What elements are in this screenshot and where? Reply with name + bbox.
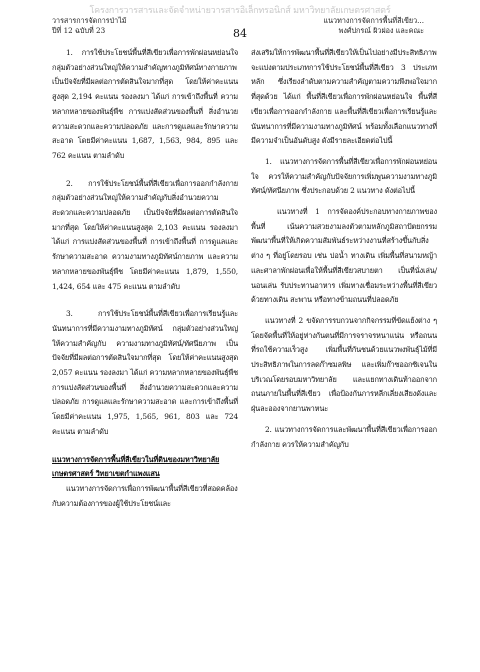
journal-title: วารสารการจัดการป่าไม้ [52,16,127,25]
paragraph-learning: 3. การใช้ประโยชน์พื้นที่สีเขียวเพื่อการเรียนรู้และนันทนาการที่มีความงามทางภูมิทัศน์ กลุ่มตัวอย่างส่วนใหญ่ให้ความสำคัญกับ ความงามทางภูมิทัศน์/ทัศนียภาพ เป็นปัจจัยที่มีผลต่อการตัดสินใจมากที่สุด โดยให้ค่าคะแนนสูงสุด 2,057 คะแนน รองลงมา ได้แก่ ความหลากหลายของพันธุ์พืช การแบ่งสัดส่วนของพื้นที่ สิ่งอำนวยความสะดวกและความปลอดภัย การดูแลและรักษาความสะอาด และการเข้าถึงพื้นที่ โดยมีค่าคะแนน 1,975, 1,565, 961, 803 และ 724 คะแนน ตามลำดับ [52,309,238,436]
left-column [52,46,238,511]
paragraph-approach-1: แนวทางที่ 1 การจัดองค์ประกอบทางกายภาพของพื้นที่ เน้นความสวยงามลงตัวตามหลักภูมิสถาปัตยกรรม พัฒนาพื้นที่ให้เกิดความสัมพันธ์ระหว่างงานที่สร้างขึ้นกับสิ่งต่าง ๆ ที่อยู่โดยรอบ เช่น บ่อน้ำ ทางเดิน เพิ่มพื้นที่สนามหญ้า และศาลาพักผ่อนเพื่อให้พื้นที่สีเขียวสบายตา เป็นที่นั่งเล่น/นอนเล่น รับประทานอาหาร เพิ่มทางเชื่อมระหว่างพื้นที่สีเขียวด้วยทางเดิน สะพาน หรือทางข้ามถนนที่ปลอดภัย [251,207,437,305]
paragraph-exercise: 2. การใช้ประโยชน์พื้นที่สีเขียวเพื่อการออกกำลังกาย กลุ่มตัวอย่างส่วนใหญ่ให้ความสำคัญกับสิ่งอำนวยความสะดวกและความปลอดภัย เป็นปัจจัยที่มีผลต่อการตัดสินใจมากที่สุด โดยให้ค่าคะแนนสูงสุด 2,103 คะแนน รองลงมา ได้แก่ การแบ่งสัดส่วนของพื้นที่ การเข้าถึงพื้นที่ การดูแลและรักษาความสะอาด ความงามทางภูมิทัศน์กายภาพ และความหลากหลายของพันธุ์พืช โดยมีค่าคะแนน 1,879, 1,550, 1,424, 654 และ 475 คะแนน ตามลำดับ [52,178,238,291]
watermark-text: โครงการวารสารและจัดจำหน่ายวารสารอิเล็กทรอนิกส์ มหาวิทยาลัยเกษตรศาสตร์ [89,6,391,16]
section-heading: แนวทางการจัดการพื้นที่สีเขียวในที่ดินของมหาวิทยาลัยเกษตรศาสตร์ วิทยาเขตกำแพงแสน [52,454,220,479]
journal-issue: ปีที่ 12 ฉบับที่ 23 [52,26,106,35]
article-title: แนวทางการจัดการพื้นที่สีเขียว... [323,16,424,25]
paragraph-guideline-2: 2. แนวทางการจัดการและพัฒนาพื้นที่สีเขียวเพื่อการออกกำลังกาย ควรให้ความสำคัญกับ [251,424,437,449]
page-number: 84 [233,27,247,40]
paragraph-guideline-intro: แนวทางการจัดการเพื่อการพัฒนาพื้นที่สีเขียวที่สอดคล้องกับความต้องการของผู้ใช้ประโยชน์และ [52,483,238,508]
article-authors: พงศ์ปกรณ์ ผิวผ่อง และคณะ [338,26,424,35]
paragraph-continuation: ส่งเสริมให้การพัฒนาพื้นที่สีเขียวให้เป็นไปอย่างมีประสิทธิภาพจะแบ่งตามประเภทการใช้ประโยชน์พื้นที่สีเขียว 3 ประเภทหลัก ซึ่งเรียงลำดับตามความสำคัญตามความพึงพอใจมากที่สุดด้วย ได้แก่ พื้นที่สีเขียวเพื่อการพักผ่อนหย่อนใจ พื้นที่สีเขียวเพื่อการออกกำลังกาย และพื้นที่สีเขียวเพื่อการเรียนรู้และนันทนาการที่มีความงามทางภูมิทัศน์ พร้อมทั้งเลือกแนวทางที่มีความจำเป็นอันดับสูง ดังมีรายละเอียดต่อไปนี้ [251,48,437,146]
paragraph-guideline-1: 1. แนวทางการจัดการพื้นที่สีเขียวเพื่อการพักผ่อนหย่อนใจ ควรให้ความสำคัญกับปัจจัยการเพิ่มพูนความงามทางภูมิทัศน์/ทัศนียภาพ ซึ่งประกอบด้วย 2 แนวทาง ดังต่อไปนี้ [251,156,437,196]
paragraph-relaxation: 1. การใช้ประโยชน์พื้นที่สีเขียวเพื่อการพักผ่อนหย่อนใจ กลุ่มตัวอย่างส่วนใหญ่ให้ความสำคัญทางภูมิทัศน์ทางกายภาพ เป็นปัจจัยที่มีผลต่อการตัดสินใจมากที่สุด โดยให้ค่าคะแนนสูงสุด 2,194 คะแนน รองลงมา ได้แก่ การเข้าถึงพื้นที่ ความหลากหลายของพันธุ์พืช การแบ่งสัดส่วนของพื้นที่ สิ่งอำนวยความสะดวกและความปลอดภัย และการดูแลและรักษาความสะอาด โดยมีค่าคะแนน 1,687, 1,563, 984, 895 และ 762 คะแนน ตามลำดับ [52,48,238,160]
right-column [251,46,437,452]
paragraph-approach-2: แนวทางที่ 2 ขจัดการรบกวนจากกิจกรรมที่ขัดแย้งต่าง ๆ โดยจัดพื้นที่ให้อยู่ห่างกันตนที่มีการจราจรหนาแน่น หรือถนนที่รถใช้ความเร็วสูง เพิ่มพื้นที่กันชนด้วยแนวพงพันธุ์ไม้ที่มีประสิทธิภาพในการลดก๊าซมลพิษ และเพิ่มก๊าซออกซิเจนในบริเวณโดยรอบมหาวิทยาลัย และแยกทางเดินท้าออกจากถนนภายในพื้นที่สีเขียว เพื่อป้องกันการหลีกเลี่ยงเสียงดังและฝุ่นละอองจากยานพาหนะ [251,315,437,414]
